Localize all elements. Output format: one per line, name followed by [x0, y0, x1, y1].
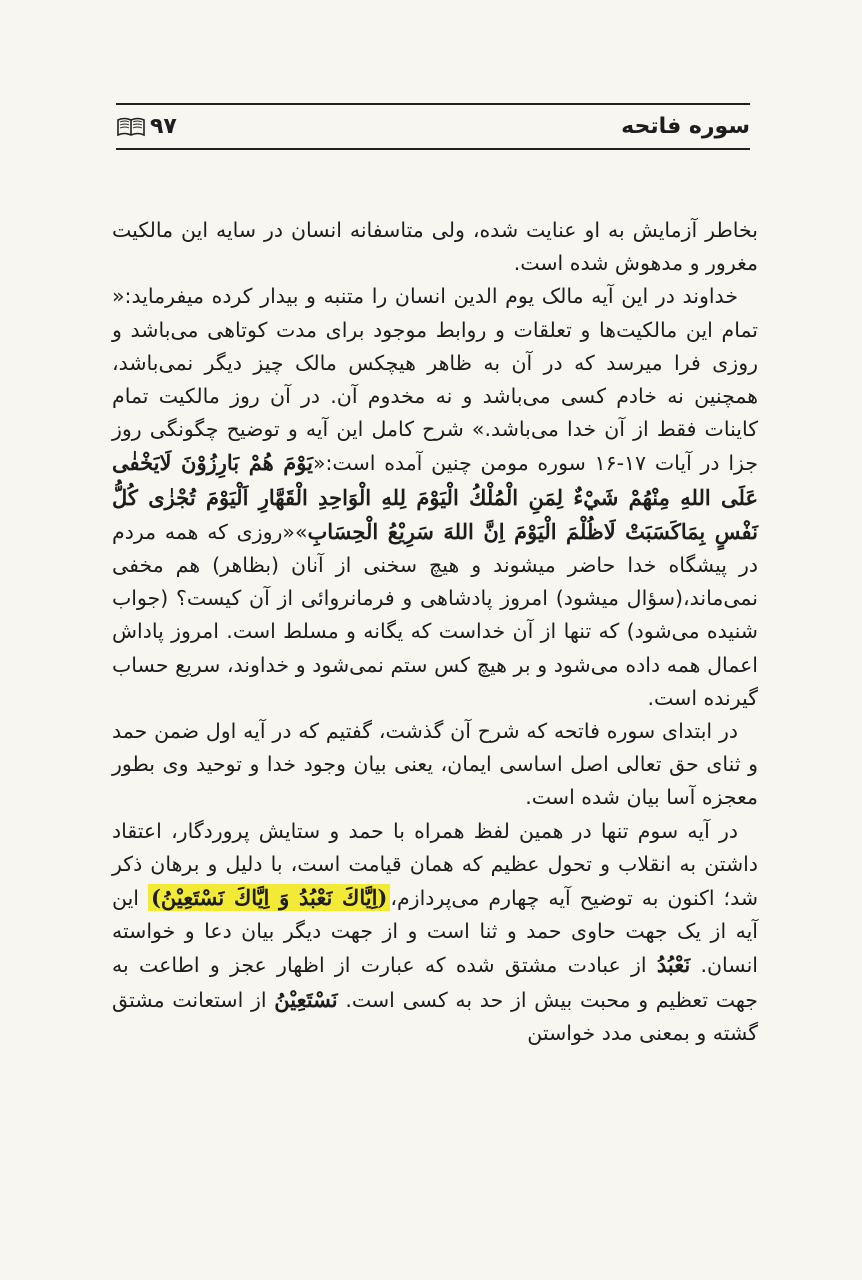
- paragraph-2-text: خداوند در این آیه مالک یوم الدین انسان را متنبه و بیدار کرده میفرماید:« تمام این مالکیت‌ها و تعلقات و روابط موجود برای مدت کوتاهی می‌باشد و روزی فرا میرسد که در آن به ظاهر هیچکس مالک چیز دیگر نمی‌باشد، همچنین نه خادم کسی می‌باشد و نه مخدوم آن. در آن روز مالکیت تمام کاینات فقط از آن خدا می‌باشد.» شرح کامل این آیه و توضیح چگونگی روز جزا در آیات ۱۷-۱۶ سوره مومن چنین آمده است:«: [112, 284, 758, 476]
- page-body: [112, 214, 758, 1050]
- paragraph-4: [112, 815, 758, 1050]
- book-icon: [116, 116, 146, 138]
- paragraph-1: بخاطر آزمایش به او عنایت شده، ولی متاسفانه انسان در سایه این مالکیت مغرور و مدهوش شده است.: [112, 218, 758, 276]
- paragraph-4-text-c: از عبادت مشتق شده که عبارت از اظهار عجز و اطاعت به جهت تعظیم و محبت بیش از حد به کسی است.: [112, 953, 758, 1012]
- page-number: ۹۷: [150, 114, 177, 139]
- header-top-rule: [116, 103, 750, 105]
- paragraph-3: در ابتدای سوره فاتحه که شرح آن گذشت، گفتیم که در آیه اول ضمن حمد و ثنای حق تعالی اصل اساسی ایمان، یعنی بیان وجود خدا و توحید وی بطور معجزه آسا بیان شده است.: [112, 719, 758, 810]
- paragraph-4-text-a: در آیه سوم تنها در همین لفظ همراه با حمد و ستایش پروردگار، اعتقاد داشتن به انقلاب و تحول عظیم که همان قیامت است، با دلیل و برهان ذکر شد؛ اکنون به توضیح آیه چهارم می‌پردازم،: [112, 818, 759, 911]
- term-nastain: نَسْتَعِيْنُ: [274, 986, 338, 1012]
- highlighted-verse: (اِيَّاكَ نَعْبُدُ وَ اِيَّاكَ نَسْتَعِيْنُ): [148, 884, 390, 911]
- paragraph-4-text-b: این آیه از یک جهت حاوی حمد و ثنا است و از جهت دیگر بیان دعا و خواسته انسان.: [112, 886, 758, 978]
- header-bottom-rule: [116, 148, 750, 150]
- page-header: [116, 110, 750, 144]
- verse-translation: »«روزی که همه مردم در پیشگاه خدا حاضر میشوند و هیچ سخنی از آنان (بظاهر) هم مخفی نمی‌ماند،(سؤال میشود) امروز پادشاهی و فرمانروائی از آن کیست؟ (جواب شنیده می‌شود) که تنها از آن خداست که یگانه و مسلط است. امروز پاداش اعمال همه داده می‌شود و بر هیچ کس ستم نمی‌شود و خداوند، سریع حساب گیرنده است.: [112, 519, 758, 710]
- quran-verse-mumin: يَوْمَ هُمْ بَارِزُوْنَ لَايَخْفٰى عَلَى اللهِ مِنْهُمْ شَيْءٌ لِمَنِ الْمُلْكُ الْيَوْمَ لِلهِ الْوَاحِدِ الْقَهَّارِ اَلْيَوْمَ تُجْزٰى كُلُّ نَفْسٍ بِمَاكَسَبَتْ لَاظُلْمَ الْيَوْمَ اِنَّ اللهَ سَرِيْعُ الْحِسَابِ: [112, 450, 759, 544]
- chapter-title: سوره فاتحه: [621, 114, 750, 139]
- paragraph-4-text-d: از استعانت مشتق گشته و بمعنی مدد خواستن: [112, 987, 758, 1045]
- page-number-block: [116, 113, 177, 141]
- paragraph-2: [112, 280, 758, 715]
- term-nabudu: نَعْبُدُ: [656, 952, 691, 978]
